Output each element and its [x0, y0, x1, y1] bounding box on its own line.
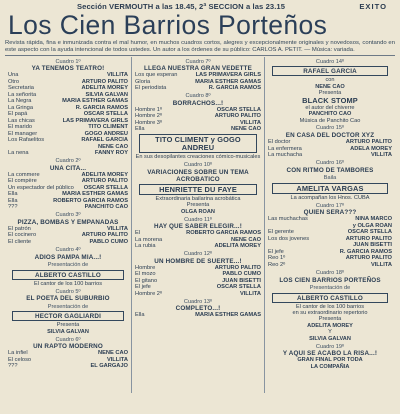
role-name: El compère: [8, 178, 37, 185]
cuadro-number: Cuadro 19º: [315, 343, 345, 350]
cuadro-title: UN RAPTO MODERNO: [33, 343, 103, 351]
performer-name: ADELITA MOREY: [81, 171, 128, 178]
performer-name: NENE CAO: [97, 143, 128, 150]
performer-name: NENE CAO: [230, 236, 261, 243]
cuadro-title: HAY QUE SABER ELEGIR...!: [154, 223, 242, 231]
cuadro-block: [8, 158, 128, 211]
cuadro-block: [8, 262, 128, 287]
performer-name: R. GARCIA RAMOS: [208, 85, 261, 92]
cuadro-number: Cuadro 1º: [55, 58, 81, 65]
cuadro-block: [8, 212, 128, 245]
cuadro-title: QUIEN SERA???: [303, 209, 357, 217]
role-name: La morena: [135, 236, 163, 243]
cuadro-subtext: El cantor de los 100 barrios: [295, 303, 365, 310]
performer-name: NENE CAO: [230, 126, 261, 133]
performer-name: GOGO ANDREU: [84, 130, 128, 137]
cast-line: [135, 312, 261, 319]
cuadro-block: [135, 93, 261, 133]
performer-name: ADELA MOREY: [350, 145, 392, 152]
cuadro-block: [135, 251, 261, 297]
cuadro-number: Cuadro 13º: [183, 298, 213, 305]
performer-name: SILVIA GALVAN: [85, 91, 128, 98]
performer-name: ROBERTO GARCIA RAMOS: [186, 230, 261, 237]
performer-name: PANCHITO CAO: [84, 204, 128, 211]
cast-line: [268, 262, 392, 269]
role-name: La nena: [8, 150, 29, 157]
performer-name: VILLITA: [370, 261, 392, 268]
performer-name: NINA MARCO: [355, 216, 392, 223]
cuadro-block: [268, 285, 392, 342]
cuadro-number: Cuadro 12º: [183, 251, 213, 258]
cuadro-number: Cuadro 16º: [315, 160, 345, 167]
role-name: La commere: [8, 171, 40, 178]
cuadro-subtext: SILVIA GALVAN: [47, 328, 89, 335]
performer-name: OSCAR STELLA: [83, 184, 128, 191]
performer-name: NENE CAO: [97, 350, 128, 357]
cuadro-number: Cuadro 5º: [55, 288, 81, 295]
cuadro-title: LOS CIEN BARRIOS PORTEÑOS: [279, 276, 381, 284]
cuadro-block: [268, 59, 392, 97]
performer-name: TITO CLIMENT: [88, 124, 128, 131]
cast-line: [135, 243, 261, 250]
performer-name: ARTURO PALITO: [214, 264, 261, 271]
role-name: Ella: [8, 197, 18, 204]
cuadro-title: HECTOR GAGLIARDI: [12, 311, 124, 321]
cast-line: [8, 239, 128, 246]
cuadro-subtext: Presenta: [318, 316, 342, 323]
page-title: Los Cien Barrios Porteños: [8, 10, 328, 40]
performer-name: FANNY ROY: [94, 150, 128, 157]
program-columns: [5, 57, 395, 393]
role-name: El celoso: [8, 356, 32, 363]
cuadro-block: [268, 344, 392, 370]
performer-name: ARTURO PALITO: [345, 139, 392, 146]
role-name: El mozo: [135, 271, 156, 278]
role-name: El papá: [8, 111, 28, 118]
role-name: Un espectador del público: [8, 184, 74, 191]
performer-name: PABLO CUMO: [222, 271, 261, 278]
role-name: Hombre: [135, 264, 156, 271]
cuadro-title: TITO CLIMENT y GOGO ANDREU: [139, 134, 257, 153]
performer-name: ARTURO PALITO: [345, 255, 392, 262]
cuadro-block: [268, 203, 392, 269]
cast-line: [135, 291, 261, 298]
cuadro-number: Cuadro 8º: [185, 93, 211, 100]
role-name: El doctor: [268, 139, 291, 146]
role-name: La señorita: [8, 91, 37, 98]
cuadro-subtext: Extraordinaria bailarina acrobática: [155, 195, 241, 202]
role-name: Otro: [8, 78, 20, 85]
cuadro-subtext: LA COMPAÑIA: [310, 363, 350, 370]
role-name: Los dos jovenes: [268, 235, 310, 242]
cuadro-subtext: ADELITA MOREY: [307, 322, 353, 329]
performer-name: R. GARCIA RAMOS: [339, 248, 392, 255]
performer-name: RAFAEL GARCIA: [81, 137, 128, 144]
cuadro-number: Cuadro 3º: [55, 212, 81, 219]
cuadro-title: HENRIETTE DU FAYE: [139, 184, 257, 195]
role-name: Hombre 1º: [135, 106, 163, 113]
role-name: Los que esperan: [135, 72, 178, 79]
cuadro-title: VARIACIONES SOBRE UN TEMA ACROBATICO: [147, 168, 249, 183]
cuadro-subtext: Música de Panchito Cao: [299, 117, 361, 124]
cuadro-block: [8, 289, 128, 303]
performer-name: VILLITA: [106, 225, 128, 232]
performer-name: MARIA ESTHER GAMAS: [195, 78, 261, 85]
cuadro-title: AMELITA VARGAS: [272, 183, 388, 194]
performer-name: MARIA ESTHER GAMAS: [62, 98, 128, 105]
role-name: El jefe: [268, 248, 284, 255]
cuadro-title: BORRACHOS...!: [172, 99, 224, 107]
cuadro-subtext: La acompañan los Hnos. CUBA: [290, 194, 370, 201]
cuadro-number: Presentación de: [309, 285, 351, 291]
performer-name: PABLO CUMO: [89, 238, 128, 245]
cuadro-subtext: en su extraordinario repertorio: [292, 310, 368, 316]
role-name: El patrón: [8, 225, 31, 232]
cuadro-number: Cuadro 10º: [183, 162, 213, 169]
role-name: El cliente: [8, 238, 32, 245]
role-name: Las muchachas: [268, 216, 308, 223]
role-name: Las chicas: [8, 117, 35, 124]
cuadro-block: [8, 247, 128, 261]
cuadro-title: Y AQUI SE ACABO LA RISA...!: [282, 350, 378, 358]
cuadro-title: RAFAEL GARCIA: [272, 66, 388, 76]
role-name: El manager: [8, 130, 38, 137]
performer-name: EL GARGAJO: [90, 363, 128, 370]
cuadro-block: [135, 134, 261, 161]
role-name: ???: [8, 363, 18, 370]
role-name: El marido: [8, 124, 33, 131]
performer-name: MARIA ESTHER GAMAS: [62, 191, 128, 198]
role-name: Ella: [8, 191, 18, 198]
schedule-text: Sección VERMOUTH a las 18.45, 2ª SECCION a las 23.15: [77, 2, 286, 11]
cuadro-title: ALBERTO CASTILLO: [12, 270, 124, 280]
intro-text: Revista rápida, fina e inmunizada contra el mal humor, en muchos cuadros cortos, alegres y excepcionalmente originales y novedosos, contando en este aspecto con la ayuda intencional de todos ustedes. Un autor a los órdenes de su público: CARLOS A. PETIT. — Música: variada.: [5, 40, 395, 53]
performer-name: ADELITA MOREY: [81, 85, 128, 92]
cuadro-number: Cuadro 18º: [315, 269, 345, 276]
cuadro-title: UN HOMBRE DE SUERTE...!: [154, 257, 242, 265]
cuadro-subtext: Presenta: [56, 322, 80, 329]
cuadro-subtext: con: [325, 77, 335, 84]
role-name: El jefe: [135, 284, 151, 291]
column-2: [132, 57, 265, 393]
cuadro-number: Cuadro 4º: [55, 246, 81, 253]
performer-name: y OLGA ROAN: [352, 222, 392, 229]
cuadro-number: Presentación de: [47, 262, 89, 269]
cuadro-title: CON RITMO DE TAMBORES: [286, 166, 374, 174]
column-1: [5, 57, 132, 393]
cuadro-block: [135, 184, 261, 215]
role-name: El: [135, 230, 141, 237]
divider: [5, 55, 395, 56]
cuadro-title: ADIOS PAMPA MIA...!: [34, 253, 102, 261]
performer-name: OSCAR STELLA: [347, 229, 392, 236]
performer-name: ARTURO PALITO: [81, 78, 128, 85]
cuadro-number: Cuadro 17º: [315, 202, 345, 209]
role-name: Una: [8, 72, 19, 79]
role-name: El periodista: [135, 85, 167, 92]
cuadro-title: ALBERTO CASTILLO: [272, 293, 388, 303]
cuadro-block: [8, 304, 128, 335]
performer-name: JUAN BISETTI: [222, 277, 261, 284]
performer-name: VILLITA: [370, 152, 392, 159]
cast-line: [8, 204, 128, 211]
role-name: Gloria: [135, 78, 151, 85]
cast-line: [135, 126, 261, 133]
performer-name: OSCAR STELLA: [83, 111, 128, 118]
performer-name: MARIA ESTHER GAMAS: [195, 312, 261, 319]
cuadro-number: Cuadro 2º: [55, 158, 81, 165]
exito-label: EXITO: [359, 2, 387, 11]
performer-name: OSCAR STELLA: [216, 106, 261, 113]
cuadro-number: Cuadro 7º: [185, 58, 211, 65]
performer-name: ARTURO PALITO: [345, 235, 392, 242]
cuadro-title: EL POETA DEL SUBURBIO: [26, 295, 110, 303]
performer-name: LAS PRIMAVERA GIRLS: [62, 117, 128, 124]
role-name: Secretaria: [8, 85, 34, 92]
role-name: Hombre 2º: [135, 290, 163, 297]
cuadro-subtext: NENE CAO: [315, 83, 345, 90]
cast-line: [8, 363, 128, 370]
role-name: La Negra: [8, 98, 32, 105]
cuadro-subtext: el autor del chiverre: [305, 104, 355, 111]
performer-name: ADELITA MOREY: [214, 243, 261, 250]
role-name: El gitano: [135, 277, 158, 284]
column-3: [265, 57, 395, 393]
role-name: Reo 1º: [268, 255, 286, 262]
role-name: La Gringa: [8, 104, 33, 111]
cuadro-block: [268, 270, 392, 284]
performer-name: VILLITA: [239, 119, 261, 126]
cuadro-number: Cuadro 14º: [315, 58, 345, 65]
cuadro-subtext: En sus desopilantes creaciones cómico-musicales: [135, 154, 261, 161]
role-name: La rubia: [135, 243, 156, 250]
cuadro-block: [135, 299, 261, 319]
performer-name: LAS PRIMAVERA GIRLS: [195, 72, 261, 79]
cuadro-block: [268, 125, 392, 158]
cuadro-title: BLACK STOMP: [302, 95, 358, 105]
cast-line: [8, 150, 128, 157]
cuadro-subtext: Presenta: [186, 202, 210, 209]
performer-name: ARTURO PALITO: [81, 178, 128, 185]
cuadro-block: [135, 59, 261, 92]
performer-name: ARTURO PALITO: [214, 113, 261, 120]
cuadro-block: [268, 160, 392, 174]
cuadro-number: Baila: [323, 175, 337, 182]
cuadro-subtext: GRAN FINAL POR TODA: [297, 357, 363, 364]
cuadro-number: Cuadro 11º: [184, 216, 212, 223]
cuadro-title: UNA CITA...: [49, 164, 87, 172]
role-name: La muchacha: [268, 152, 303, 159]
performer-name: R. GARCIA RAMOS: [75, 104, 128, 111]
cuadro-title: EN CASA DEL DOCTOR XYZ: [285, 132, 375, 140]
role-name: El cocinero: [8, 232, 37, 239]
cuadro-title: PIZZA, BOMBAS Y EMPANADAS: [17, 218, 119, 226]
cuadro-number: Cuadro 15º: [315, 125, 345, 132]
cuadro-subtext: Presenta: [318, 90, 342, 97]
cuadro-number: Presentación de: [47, 303, 89, 310]
cuadro-subtext: Y: [328, 329, 332, 336]
cast-line: [135, 85, 261, 92]
performer-name: VILLITA: [106, 356, 128, 363]
performer-name: OSCAR STELLA: [216, 284, 261, 291]
cuadro-title: LLEGA NUESTRA GRAN VEDETTE: [143, 65, 253, 73]
performer-name: VILLITA: [106, 72, 128, 79]
cuadro-subtext: El cantor de los 100 barrios: [33, 280, 103, 287]
cuadro-block: [8, 337, 128, 370]
role-name: La infiel: [8, 350, 28, 357]
role-name: La enfermera: [268, 145, 302, 152]
cuadro-number: Cuadro 6º: [55, 336, 81, 343]
cuadro-subtext: OLGA ROAN: [181, 208, 215, 215]
cuadro-title: COMPLETO...!: [175, 305, 221, 313]
cuadro-subtext: PANCHITO CAO: [308, 111, 352, 118]
performer-name: ROBERTO GARCIA RAMOS: [53, 197, 128, 204]
cast-line: [268, 152, 392, 159]
role-name: Reo 2º: [268, 261, 286, 268]
cuadro-block: [135, 217, 261, 250]
role-name: Los Rafaelitos: [8, 137, 45, 144]
role-name: Hombre 3º: [135, 119, 163, 126]
performer-name: VILLITA: [239, 290, 261, 297]
role-name: Hombre 2º: [135, 113, 163, 120]
cuadro-title: YA TENEMOS TEATRO!: [31, 65, 105, 73]
performer-name: ARTURO PALITO: [81, 232, 128, 239]
role-name: ???: [8, 204, 18, 211]
cuadro-block: [8, 59, 128, 157]
cuadro-block: [268, 97, 392, 124]
role-name: El gerente: [268, 229, 294, 236]
cuadro-block: [135, 162, 261, 183]
cuadro-subtext: SILVIA GALVAN: [309, 335, 351, 342]
cuadro-block: [268, 175, 392, 201]
performer-name: JUAN BISETTI: [353, 242, 392, 249]
role-name: Ella: [135, 126, 145, 133]
role-name: Ella: [135, 312, 145, 319]
